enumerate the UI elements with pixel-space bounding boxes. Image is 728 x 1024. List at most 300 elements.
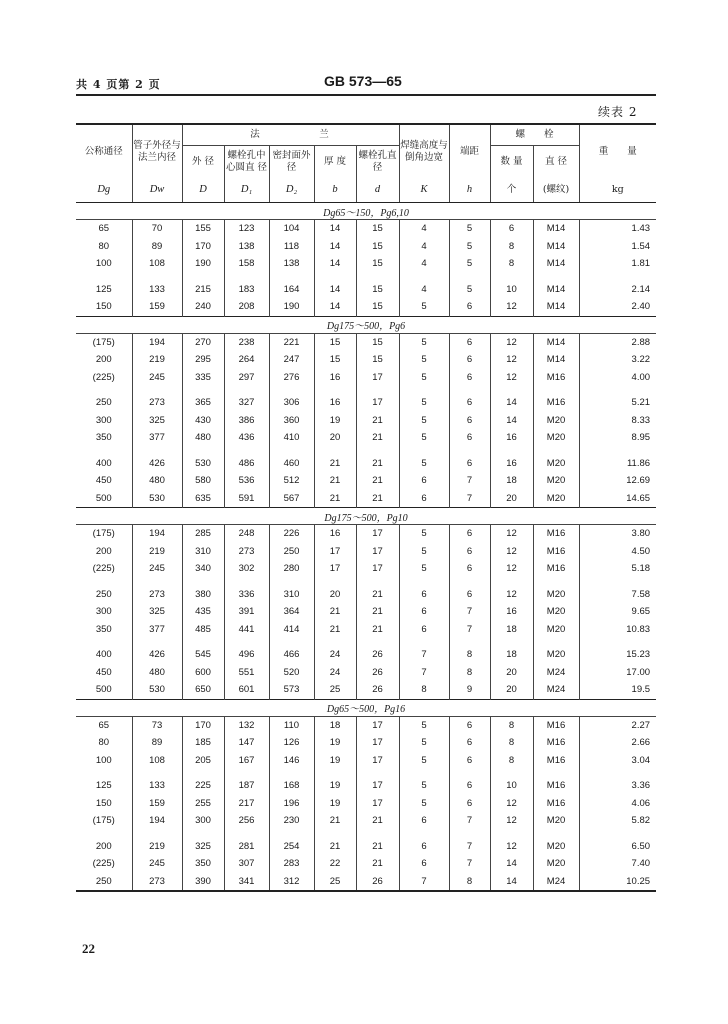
table-cell: (225) xyxy=(92,371,115,383)
spacer-cell xyxy=(490,578,533,586)
col-flange-group: 法 兰 xyxy=(182,124,399,146)
table-cell: 17 xyxy=(356,543,399,561)
table-cell: 196 xyxy=(269,795,314,813)
col-diameter: 直 径 xyxy=(533,146,579,179)
table-cell: 5 xyxy=(449,238,490,256)
table-row xyxy=(76,255,656,273)
table-row xyxy=(76,777,656,795)
table-cell: 325 xyxy=(132,412,182,430)
spacer-cell xyxy=(490,830,533,838)
table-cell: 6 xyxy=(399,603,449,621)
table-cell: 16 xyxy=(314,525,356,543)
table-cell: 5 xyxy=(399,795,449,813)
col-seal-od: 密封面外 径 xyxy=(269,146,314,179)
table-cell: 14 xyxy=(490,873,533,892)
table-cell: 21 xyxy=(314,455,356,473)
spacer-cell xyxy=(449,769,490,777)
table-cell: 70 xyxy=(132,220,182,238)
section-title: Dg65～150，Pg6,10 xyxy=(76,203,656,220)
table-cell: M24 xyxy=(533,664,579,682)
section-title: Dg175～500，Pg6 xyxy=(76,316,656,333)
table-cell: 4 xyxy=(399,238,449,256)
table-cell: M20 xyxy=(533,472,579,490)
table-cell: 16 xyxy=(490,603,533,621)
table-cell: 26 xyxy=(356,646,399,664)
spacer-cell xyxy=(356,638,399,646)
table-cell: 138 xyxy=(269,255,314,273)
table-cell: 410 xyxy=(269,429,314,447)
table-cell: 108 xyxy=(132,255,182,273)
table-cell: 5 xyxy=(399,351,449,369)
table-cell: 21 xyxy=(314,472,356,490)
table-cell: M20 xyxy=(533,412,579,430)
table-cell: 5 xyxy=(399,543,449,561)
spacer-cell xyxy=(182,830,224,838)
table-row xyxy=(76,873,656,892)
spacer-cell xyxy=(356,447,399,455)
table-cell: 14 xyxy=(490,412,533,430)
spacer-cell xyxy=(132,830,182,838)
spacer-cell xyxy=(449,638,490,646)
spacer-cell xyxy=(399,769,449,777)
table-cell: 159 xyxy=(132,795,182,813)
table-row xyxy=(76,220,656,238)
table-cell: 22 xyxy=(314,855,356,873)
table-cell: M16 xyxy=(533,734,579,752)
spacer-cell xyxy=(269,578,314,586)
spacer-cell xyxy=(490,447,533,455)
table-cell: 21 xyxy=(356,412,399,430)
table-cell: 8 xyxy=(490,734,533,752)
table-cell: 567 xyxy=(269,490,314,508)
table-cell: 512 xyxy=(269,472,314,490)
table-cell: 283 xyxy=(269,855,314,873)
spacer-cell xyxy=(490,638,533,646)
table-cell: 21 xyxy=(356,472,399,490)
table-cell: 21 xyxy=(356,812,399,830)
table-cell: 185 xyxy=(182,734,224,752)
table-cell: 132 xyxy=(224,716,269,734)
table-cell: 350 xyxy=(95,432,112,444)
table-cell: 126 xyxy=(269,734,314,752)
table-cell: 414 xyxy=(269,621,314,639)
spacer-cell xyxy=(269,830,314,838)
spacer-cell xyxy=(76,830,132,838)
table-cell: 15 xyxy=(356,333,399,351)
table-cell: 2.88 xyxy=(579,333,656,351)
table-cell: 15 xyxy=(356,298,399,316)
table-cell: 7 xyxy=(449,855,490,873)
table-cell: 8 xyxy=(490,716,533,734)
table-cell: 250 xyxy=(95,588,112,600)
table-cell: 530 xyxy=(132,681,182,699)
table-cell: 24 xyxy=(314,646,356,664)
table-cell: 430 xyxy=(182,412,224,430)
table-cell: 167 xyxy=(224,752,269,770)
col-bolt-hole: 螺栓孔直 径 xyxy=(356,146,399,179)
table-cell: 125 xyxy=(95,283,112,295)
spacer-cell xyxy=(579,638,656,646)
spacer-cell xyxy=(132,638,182,646)
section-title: Dg175～500，Pg10 xyxy=(76,508,656,525)
table-cell: 15 xyxy=(356,220,399,238)
table-cell: 19.5 xyxy=(579,681,656,699)
col-bolt-circle: 螺栓孔中心圆直 径 xyxy=(224,146,269,179)
group-spacer xyxy=(76,830,656,838)
table-cell: 5 xyxy=(399,412,449,430)
table-cell: M14 xyxy=(533,220,579,238)
table-cell: 486 xyxy=(224,455,269,473)
table-cell: 14 xyxy=(490,855,533,873)
table-cell: 6 xyxy=(449,369,490,387)
table-cell: 15 xyxy=(356,281,399,299)
table-cell: 104 xyxy=(269,220,314,238)
table-cell: 146 xyxy=(269,752,314,770)
table-row xyxy=(76,734,656,752)
table-cell: 256 xyxy=(224,812,269,830)
table-cell: 12 xyxy=(490,298,533,316)
flange-spec-table xyxy=(76,123,656,892)
table-row xyxy=(76,681,656,699)
table-cell: M20 xyxy=(533,586,579,604)
table-body xyxy=(76,203,656,892)
table-cell: 245 xyxy=(132,369,182,387)
table-cell: 295 xyxy=(182,351,224,369)
table-cell: 17 xyxy=(356,734,399,752)
table-cell: 580 xyxy=(182,472,224,490)
table-cell: 200 xyxy=(95,840,112,852)
table-cell: 21 xyxy=(356,855,399,873)
table-cell: 1.54 xyxy=(579,238,656,256)
col-weight: 重 量 xyxy=(579,124,656,178)
sym-thickness: b xyxy=(314,178,356,203)
col-outer: 外 径 xyxy=(182,146,224,179)
table-row xyxy=(76,603,656,621)
table-cell: 14 xyxy=(314,298,356,316)
table-cell: 3.36 xyxy=(579,777,656,795)
table-cell: 281 xyxy=(224,838,269,856)
table-row xyxy=(76,455,656,473)
table-cell: 11.86 xyxy=(579,455,656,473)
table-cell: 5.82 xyxy=(579,812,656,830)
table-cell: 18 xyxy=(490,621,533,639)
table-cell: M20 xyxy=(533,855,579,873)
spacer-cell xyxy=(356,273,399,281)
table-cell: 310 xyxy=(269,586,314,604)
spacer-cell xyxy=(76,638,132,646)
col-count: 数 量 xyxy=(490,146,533,179)
table-row xyxy=(76,586,656,604)
table-cell: M20 xyxy=(533,812,579,830)
group-spacer xyxy=(76,769,656,777)
col-bolt-group: 螺 栓 xyxy=(490,124,579,146)
table-cell: 219 xyxy=(132,351,182,369)
table-cell: 138 xyxy=(224,238,269,256)
sym-nominal: Dg xyxy=(76,178,132,203)
table-cell: 6.50 xyxy=(579,838,656,856)
sym-recess: h xyxy=(449,178,490,203)
spacer-cell xyxy=(269,769,314,777)
table-row xyxy=(76,472,656,490)
table-cell: 8 xyxy=(449,646,490,664)
table-cell: 73 xyxy=(132,716,182,734)
table-cell: 20 xyxy=(314,429,356,447)
table-cell: 250 xyxy=(76,873,132,892)
table-cell: M16 xyxy=(533,752,579,770)
spacer-cell xyxy=(132,386,182,394)
table-cell: 16 xyxy=(490,429,533,447)
section-title: Dg65～500，Pg16 xyxy=(76,699,656,716)
spacer-cell xyxy=(76,578,132,586)
spacer-cell xyxy=(579,273,656,281)
table-cell: 8 xyxy=(490,238,533,256)
spacer-cell xyxy=(132,578,182,586)
table-cell: 390 xyxy=(182,873,224,892)
table-cell: 155 xyxy=(182,220,224,238)
page-number: 22 xyxy=(82,941,95,956)
table-cell: M14 xyxy=(533,255,579,273)
table-cell: 307 xyxy=(224,855,269,873)
table-cell: 110 xyxy=(269,716,314,734)
table-row xyxy=(76,795,656,813)
sym-pipe: Dw xyxy=(132,178,182,203)
table-cell: 377 xyxy=(132,429,182,447)
table-cell: 6 xyxy=(399,490,449,508)
table-row xyxy=(76,525,656,543)
table-row xyxy=(76,646,656,664)
table-cell: M16 xyxy=(533,525,579,543)
table-cell: 480 xyxy=(132,472,182,490)
table-cell: 5 xyxy=(449,255,490,273)
table-cell: M20 xyxy=(533,603,579,621)
table-cell: 7 xyxy=(399,646,449,664)
table-cell: 248 xyxy=(224,525,269,543)
spacer-cell xyxy=(269,273,314,281)
spacer-cell xyxy=(579,769,656,777)
section-title-row xyxy=(76,508,656,525)
table-cell: 5 xyxy=(399,752,449,770)
table-cell: 118 xyxy=(269,238,314,256)
table-cell: 273 xyxy=(132,394,182,412)
table-cell: 6 xyxy=(399,838,449,856)
table-cell: 89 xyxy=(132,734,182,752)
table-cell: 4.06 xyxy=(579,795,656,813)
spacer-cell xyxy=(533,638,579,646)
table-cell: 17 xyxy=(314,543,356,561)
table-cell: 9 xyxy=(449,681,490,699)
table-cell: 17 xyxy=(356,560,399,578)
table-cell: 4 xyxy=(399,255,449,273)
table-cell: 8 xyxy=(399,681,449,699)
table-cell: 12 xyxy=(490,333,533,351)
table-row xyxy=(76,238,656,256)
table-cell: M16 xyxy=(533,543,579,561)
spacer-cell xyxy=(224,830,269,838)
table-cell: 217 xyxy=(224,795,269,813)
table-cell: 26 xyxy=(356,873,399,892)
continued-label: 续表 2 xyxy=(598,105,638,119)
table-cell: 17 xyxy=(356,369,399,387)
table-cell: 327 xyxy=(224,394,269,412)
table-cell: 4.00 xyxy=(579,369,656,387)
table-cell: 335 xyxy=(182,369,224,387)
spacer-cell xyxy=(132,273,182,281)
spacer-cell xyxy=(132,769,182,777)
table-cell: 436 xyxy=(224,429,269,447)
spacer-cell xyxy=(490,386,533,394)
spacer-cell xyxy=(224,578,269,586)
table-cell: M24 xyxy=(533,873,579,892)
table-cell: 17 xyxy=(314,560,356,578)
table-cell: 12 xyxy=(490,795,533,813)
table-cell: 635 xyxy=(182,490,224,508)
group-spacer xyxy=(76,273,656,281)
table-cell: 190 xyxy=(269,298,314,316)
table-row xyxy=(76,855,656,873)
table-cell: 310 xyxy=(182,543,224,561)
table-cell: 230 xyxy=(269,812,314,830)
table-cell: 25 xyxy=(314,873,356,892)
table-cell: 9.65 xyxy=(579,603,656,621)
table-cell: 164 xyxy=(269,281,314,299)
table-cell: 150 xyxy=(95,797,112,809)
table-cell: 100 xyxy=(95,258,112,270)
table-cell: 273 xyxy=(132,586,182,604)
table-cell: 21 xyxy=(356,429,399,447)
table-row xyxy=(76,716,656,734)
table-cell: 183 xyxy=(224,281,269,299)
table-cell: 250 xyxy=(269,543,314,561)
table-cell: 6 xyxy=(449,734,490,752)
table-cell: 300 xyxy=(95,606,112,618)
table-cell: 7 xyxy=(399,664,449,682)
group-spacer xyxy=(76,578,656,586)
table-cell: 7 xyxy=(449,621,490,639)
table-cell: 21 xyxy=(356,838,399,856)
table-cell: 325 xyxy=(132,603,182,621)
table-cell: 6 xyxy=(449,298,490,316)
spacer-cell xyxy=(269,447,314,455)
col-weld: 焊缝高度与倒角边宽 xyxy=(399,124,449,178)
table-cell: 264 xyxy=(224,351,269,369)
table-cell: 219 xyxy=(132,543,182,561)
spacer-cell xyxy=(399,273,449,281)
table-cell: 18 xyxy=(314,716,356,734)
spacer-cell xyxy=(533,273,579,281)
table-cell: 65 xyxy=(98,719,110,731)
table-row xyxy=(76,838,656,856)
table-cell: 10.83 xyxy=(579,621,656,639)
sym-seal: D₂ xyxy=(269,178,314,203)
table-cell: 16 xyxy=(490,455,533,473)
table-row xyxy=(76,412,656,430)
table-cell: 6 xyxy=(449,716,490,734)
table-cell: 10.25 xyxy=(579,873,656,892)
table-cell: (225) xyxy=(92,563,115,575)
table-cell: 496 xyxy=(224,646,269,664)
table-cell: 3.04 xyxy=(579,752,656,770)
table-cell: 5 xyxy=(399,560,449,578)
table-cell: 6 xyxy=(449,752,490,770)
spacer-cell xyxy=(182,273,224,281)
table-cell: 380 xyxy=(182,586,224,604)
table-cell: 306 xyxy=(269,394,314,412)
table-cell: M16 xyxy=(533,777,579,795)
table-cell: 168 xyxy=(269,777,314,795)
table-row xyxy=(76,664,656,682)
table-cell: 6 xyxy=(399,812,449,830)
table-cell: 1.43 xyxy=(579,220,656,238)
table-cell: 3.22 xyxy=(579,351,656,369)
spacer-cell xyxy=(314,273,356,281)
table-row xyxy=(76,621,656,639)
table-cell: 5 xyxy=(399,734,449,752)
table-cell: 5 xyxy=(399,777,449,795)
table-cell: (175) xyxy=(92,815,115,827)
unit-weight: kg xyxy=(579,178,656,203)
table-cell: 21 xyxy=(356,455,399,473)
table-cell: 19 xyxy=(314,795,356,813)
table-cell: 14 xyxy=(314,255,356,273)
table-cell: 2.66 xyxy=(579,734,656,752)
table-cell: 21 xyxy=(314,838,356,856)
spacer-cell xyxy=(132,447,182,455)
table-cell: 441 xyxy=(224,621,269,639)
table-cell: 530 xyxy=(132,490,182,508)
table-cell: 7 xyxy=(449,812,490,830)
table-cell: 247 xyxy=(269,351,314,369)
table-cell: 365 xyxy=(182,394,224,412)
table-row xyxy=(76,429,656,447)
table-cell: 6 xyxy=(449,795,490,813)
table-cell: M20 xyxy=(533,429,579,447)
table-cell: 255 xyxy=(182,795,224,813)
table-cell: 450 xyxy=(95,475,112,487)
table-cell: 5.18 xyxy=(579,560,656,578)
table-cell: 158 xyxy=(224,255,269,273)
table-cell: 5 xyxy=(449,281,490,299)
spacer-cell xyxy=(399,447,449,455)
spacer-cell xyxy=(449,447,490,455)
spacer-cell xyxy=(314,578,356,586)
group-spacer xyxy=(76,638,656,646)
table-cell: 147 xyxy=(224,734,269,752)
table-cell: 2.27 xyxy=(579,716,656,734)
table-cell: M20 xyxy=(533,490,579,508)
table-row xyxy=(76,812,656,830)
table-cell: 17 xyxy=(356,777,399,795)
table-cell: 312 xyxy=(269,873,314,892)
table-cell: 6 xyxy=(490,220,533,238)
table-cell: 108 xyxy=(132,752,182,770)
table-cell: 200 xyxy=(95,545,112,557)
table-row xyxy=(76,333,656,351)
spacer-cell xyxy=(182,769,224,777)
spacer-cell xyxy=(224,386,269,394)
spacer-cell xyxy=(182,578,224,586)
table-cell: 6 xyxy=(449,394,490,412)
table-header xyxy=(76,124,656,203)
table-cell: 573 xyxy=(269,681,314,699)
table-cell: 10 xyxy=(490,281,533,299)
table-cell: 17.00 xyxy=(579,664,656,682)
table-cell: 12 xyxy=(490,525,533,543)
table-cell: M16 xyxy=(533,716,579,734)
col-pipe-od: 管子外径与法兰内径 xyxy=(132,124,182,178)
table-cell: M14 xyxy=(533,333,579,351)
table-cell: 14.65 xyxy=(579,490,656,508)
table-cell: 15 xyxy=(314,351,356,369)
